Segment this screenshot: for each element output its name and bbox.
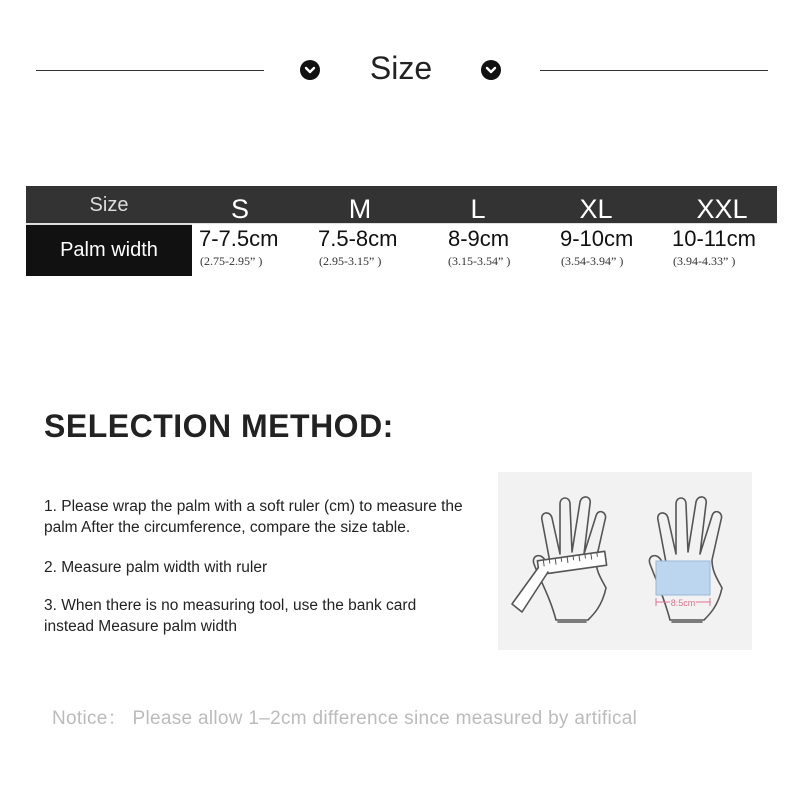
palm-width-l-cm: 8-9cm <box>448 226 510 251</box>
table-row-label: Palm width <box>60 239 158 261</box>
notice-text: Notice： Please allow 1–2cm difference since measured by artifical <box>52 708 638 729</box>
chevron-down-icon <box>481 60 501 80</box>
palm-width-m-inch: (2.95-3.15” ) <box>319 254 382 268</box>
palm-width-xxl-cm: 10-11cm <box>672 226 756 251</box>
table-header-label: Size <box>89 194 129 216</box>
ruler-tail <box>512 568 548 612</box>
bank-card-icon <box>656 561 710 595</box>
size-xl: XL <box>579 194 613 224</box>
palm-width-xl-cm: 9-10cm <box>560 226 634 251</box>
section-title: Size <box>369 50 433 86</box>
selection-step-3: 3. When there is no measuring tool, use the bank card instead Measure palm width <box>44 597 417 635</box>
palm-width-l-inch: (3.15-3.54” ) <box>448 254 511 268</box>
header-line-right <box>540 70 768 71</box>
hand-measurement-illustration <box>498 472 752 650</box>
palm-width-xxl-inch: (3.94-4.33” ) <box>673 254 736 268</box>
size-xxl: XXL <box>696 194 748 224</box>
hands-drawing <box>498 472 752 650</box>
size-l: L <box>470 194 486 224</box>
chevron-down-icon <box>300 60 320 80</box>
selection-step-2: 2. Measure palm width with ruler <box>44 559 268 576</box>
selection-step-1: 1. Please wrap the palm with a soft ruler (cm) to measure the palm After the circumference, compare the size table. <box>44 498 463 536</box>
palm-width-s-inch: (2.75-2.95” ) <box>200 254 263 268</box>
palm-width-m-cm: 7.5-8cm <box>318 226 398 251</box>
measure-label: 8.5cm <box>670 598 696 608</box>
selection-title: SELECTION METHOD: <box>44 408 394 444</box>
palm-width-xl-inch: (3.54-3.94” ) <box>561 254 624 268</box>
size-m: M <box>348 194 372 224</box>
size-table <box>26 186 777 276</box>
soft-ruler-icon <box>537 551 606 574</box>
palm-width-s-cm: 7-7.5cm <box>199 226 279 251</box>
size-s: S <box>230 194 249 224</box>
header-line-left <box>36 70 264 71</box>
